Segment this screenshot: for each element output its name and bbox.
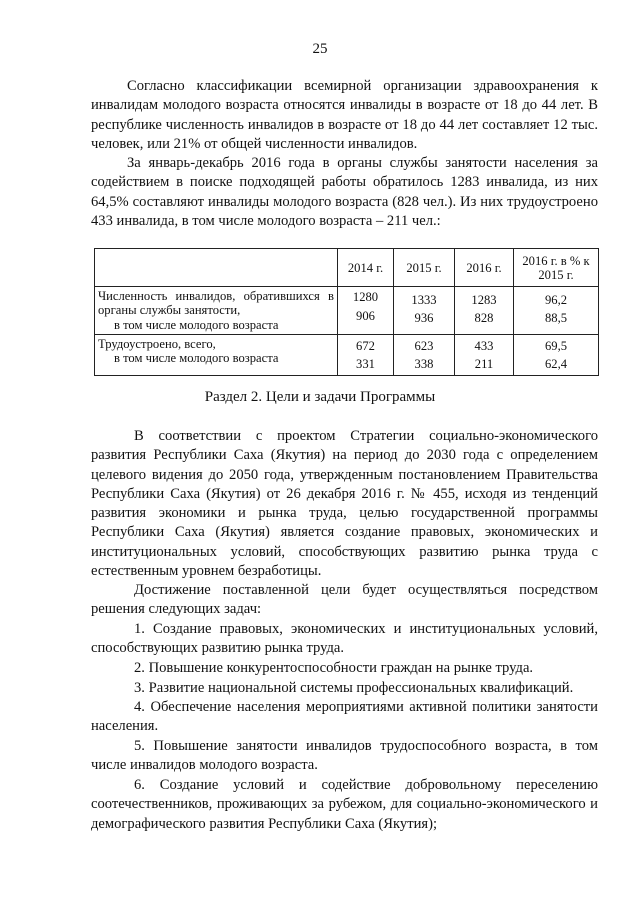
task-item-6: 6. Создание условий и содействие добровольному переселению соотечественников, проживающих за рубежом, для социально-экономического и демографического развития Республики Саха (Якутия); (91, 777, 598, 832)
intro-paragraph-2: За январь-декабрь 2016 года в органы службы занятости населения за содействием в поиске подходящей работы обратилось 1283 инвалида, из них 64,5% составляют инвалиды молодого возраста (828 чел.). Из них трудоустроено 433 инвалида, в том числе молодого возраста – 211 чел.: (91, 155, 598, 229)
table-header-cell (95, 249, 338, 287)
task-item-1: 1. Создание правовых, экономических и институциональных условий, способствующих развитию рынка труда. (91, 621, 598, 657)
task-item-3: 3. Развитие национальной системы профессиональных квалификаций. (134, 680, 574, 696)
body-paragraph-1: В соответствии с проектом Стратегии социально-экономического развития Республики Саха (Якутия) на период до 2030 года с определением целевого видения до 2050 года, утвержденным постановлением Правительства Республики Саха (Якутия) от 26 декабря 2016 г. № 455, исходя из тенденций развития экономики и рынка труда, целью государственной программы Республики Саха (Якутия) является создание правовых, экономических и институциональных условий, способствующих развитию рынка труда с естественным уровнем безработицы. (91, 428, 598, 580)
table-cell: 433 211 (455, 334, 514, 375)
page-number: 25 (312, 41, 328, 57)
row-sublabel: в том числе молодого возраста (114, 317, 279, 332)
table-cell: 623 338 (394, 334, 455, 375)
task-item-2: 2. Повышение конкурентоспособности граждан на рынке труда. (134, 660, 534, 676)
table-cell: 672 331 (338, 334, 394, 375)
table-row (95, 287, 599, 335)
row-label: Трудоустроено, всего, (98, 336, 216, 351)
intro-paragraph-1: Согласно классификации всемирной организации здравоохранения к инвалидам молодого возраста относятся инвалиды в возрасте от 18 до 44 лет. В республике численность инвалидов в возрасте от 18 до 44 лет составляет 12 тыс. человек, или 21% от общей численности инвалидов. (91, 78, 598, 152)
table-header-cell: 2016 г. в % к 2015 г. (514, 249, 599, 287)
table-row-label (95, 287, 338, 335)
table-header-cell: 2014 г. (338, 249, 394, 287)
statistics-table (94, 248, 598, 376)
table-header-cell: 2016 г. (455, 249, 514, 287)
table-row (95, 334, 599, 375)
task-item-5: 5. Повышение занятости инвалидов трудоспособного возраста, в том числе инвалидов молодого возраста. (91, 738, 598, 774)
table-cell: 1283 828 (455, 287, 514, 335)
table-cell: 1280 906 (338, 287, 394, 335)
table-cell: 1333 936 (394, 287, 455, 335)
body-paragraph-2: Достижение поставленной цели будет осуществляться посредством решения следующих задач: (91, 582, 598, 618)
table-header-row (95, 249, 599, 287)
table-row-label (95, 334, 338, 375)
task-item-4: 4. Обеспечение населения мероприятиями активной политики занятости населения. (91, 699, 598, 735)
row-label: Численность инвалидов, обратившихся в органы службы занятости, (98, 289, 334, 318)
section-title: Раздел 2. Цели и задачи Программы (204, 389, 436, 405)
row-sublabel: в том числе молодого возраста (114, 351, 279, 366)
table-cell: 96,2 88,5 (514, 287, 599, 335)
table-header-cell: 2015 г. (394, 249, 455, 287)
table-cell: 69,5 62,4 (514, 334, 599, 375)
